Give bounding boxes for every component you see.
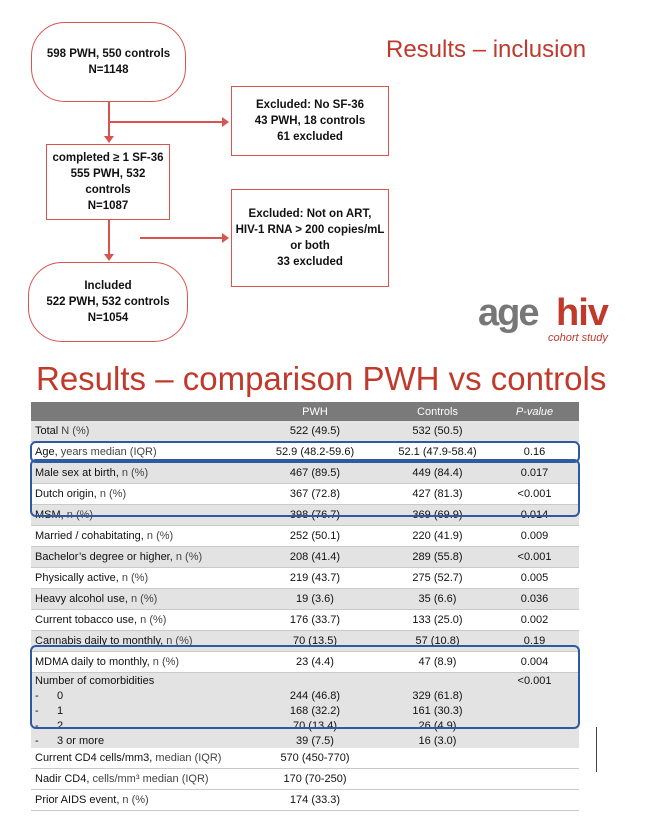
row-pwh: 70 (13.5)	[245, 631, 385, 652]
flow-start-line-1: 598 PWH, 550 controls	[46, 48, 171, 60]
row-pwh: 208 (41.4)	[245, 547, 385, 568]
flow-arrow-2	[104, 254, 114, 261]
flow-connector-2	[108, 220, 110, 256]
flow-completed-line-3: controls	[85, 184, 131, 196]
comorbidity-pwh: 168 (32.2)	[245, 703, 385, 718]
table-row	[31, 589, 579, 610]
row-pvalue: <0.001	[490, 484, 579, 505]
row-pvalue: 0.004	[490, 652, 579, 673]
flow-completed-line-2: 555 PWH, 532	[70, 168, 146, 180]
header-label	[31, 402, 245, 421]
highlight-demographics	[30, 459, 580, 517]
row-label: Physically active, n (%)	[31, 568, 245, 589]
row-pwh: 467 (89.5)	[245, 463, 385, 484]
table-row	[31, 526, 579, 547]
comorbidity-pwh: 70 (13.4)	[245, 718, 385, 733]
table-row	[31, 748, 579, 769]
flow-exclusion-1-box	[231, 86, 389, 156]
row-pwh: 170 (70-250)	[245, 769, 385, 790]
row-pwh: 219 (43.7)	[245, 568, 385, 589]
logo-hiv-text: hiv	[556, 292, 608, 334]
row-label: MSM, n (%)	[31, 505, 245, 526]
flow-exclusion-2-line-4: 33 excluded	[277, 256, 343, 268]
header-pwh: PWH	[245, 402, 385, 421]
row-controls: 35 (6.6)	[385, 589, 490, 610]
comorbidity-label: - 0	[31, 688, 245, 703]
flow-included-box	[28, 262, 188, 342]
comorbidities-pvalue: <0.001	[490, 673, 579, 689]
row-label: Dutch origin, n (%)	[31, 484, 245, 505]
flow-completed-line-4: N=1087	[87, 200, 129, 212]
flow-exclusion-1-line-2: 43 PWH, 18 controls	[254, 115, 366, 127]
flow-exclusion-2-box	[231, 189, 389, 287]
inclusion-title: Results – inclusion	[386, 36, 587, 63]
flow-included-line-2: 522 PWH, 532 controls	[46, 296, 170, 308]
row-pwh: 252 (50.1)	[245, 526, 385, 547]
row-label: Bachelor’s degree or higher, n (%)	[31, 547, 245, 568]
row-controls: 133 (25.0)	[385, 610, 490, 631]
row-pwh: 23 (4.4)	[245, 652, 385, 673]
row-controls: 275 (52.7)	[385, 568, 490, 589]
row-controls: 532 (50.5)	[385, 421, 490, 442]
row-pvalue: 0.002	[490, 610, 579, 631]
flow-branch-1	[108, 121, 226, 123]
row-controls: 289 (55.8)	[385, 547, 490, 568]
flow-exclusion-1-line-1: Excluded: No SF-36	[256, 99, 364, 111]
row-label: Married / cohabitating, n (%)	[31, 526, 245, 547]
row-controls: 449 (84.4)	[385, 463, 490, 484]
row-label: Current tobacco use, n (%)	[31, 610, 245, 631]
row-pvalue: 0.009	[490, 526, 579, 547]
row-pwh: 19 (3.6)	[245, 589, 385, 610]
comorbidity-controls: 329 (61.8)	[385, 688, 490, 703]
row-controls: 220 (41.9)	[385, 526, 490, 547]
comorbidity-controls: 161 (30.3)	[385, 703, 490, 718]
row-label: Prior AIDS event, n (%)	[31, 790, 245, 811]
comorbidity-label: - 1	[31, 703, 245, 718]
row-label: Male sex at birth, n (%)	[31, 463, 245, 484]
row-pvalue: 0.017	[490, 463, 579, 484]
highlight-comorbidities	[30, 645, 580, 729]
row-pwh: 522 (49.5)	[245, 421, 385, 442]
row-pvalue	[490, 421, 579, 442]
flow-exclusion-2-line-1: Excluded: Not on ART,	[248, 208, 372, 220]
comorbidity-controls: 16 (3.0)	[385, 733, 490, 748]
flow-branch-2	[140, 237, 226, 239]
flow-included-line-1: Included	[84, 280, 132, 292]
flow-branch-arrow-1	[222, 117, 229, 127]
comorbidity-pwh: 244 (46.8)	[245, 688, 385, 703]
row-label: Total N (%)	[31, 421, 245, 442]
row-controls: 57 (10.8)	[385, 631, 490, 652]
flow-included-line-3: N=1054	[87, 312, 129, 324]
table-row	[31, 547, 579, 568]
header-controls: Controls	[385, 402, 490, 421]
row-controls: 52.1 (47.9-58.4)	[385, 442, 490, 463]
row-label: MDMA daily to monthly, n (%)	[31, 652, 245, 673]
flow-branch-arrow-2	[222, 233, 229, 243]
row-pwh: 52.9 (48.2-59.6)	[245, 442, 385, 463]
row-pwh: 367 (72.8)	[245, 484, 385, 505]
row-label: Current CD4 cells/mm3, median (IQR)	[31, 748, 245, 769]
row-pvalue: 0.014	[490, 505, 579, 526]
flow-completed-box	[46, 144, 170, 220]
flow-arrow-1	[104, 136, 114, 143]
comorbidity-controls: 26 (4.9)	[385, 718, 490, 733]
row-pvalue: 0.005	[490, 568, 579, 589]
comorbidities-label: Number of comorbidities	[31, 673, 245, 689]
table-header-row	[31, 402, 579, 421]
flow-exclusion-2-line-2: HIV-1 RNA > 200 copies/mL	[235, 224, 385, 236]
row-controls: 369 (69.9)	[385, 505, 490, 526]
table-row	[31, 568, 579, 589]
comorbidity-label: - 3 or more	[31, 733, 245, 748]
row-pvalue: 0.19	[490, 631, 579, 652]
flow-connector-1	[108, 102, 110, 138]
row-label: Cannabis daily to monthly, n (%)	[31, 631, 245, 652]
table-row	[31, 769, 579, 790]
flow-exclusion-2-line-3: or both	[290, 240, 330, 252]
table-row	[31, 790, 579, 811]
comorbidity-pwh: 39 (7.5)	[245, 733, 385, 748]
row-pwh: 570 (450-770)	[245, 748, 385, 769]
logo-age-text: age	[478, 292, 538, 334]
row-label: Age, years median (IQR)	[31, 442, 245, 463]
flow-completed-line-1: completed ≥ 1 SF-36	[52, 152, 164, 164]
divider-line	[596, 727, 597, 772]
table-row	[31, 421, 579, 442]
table-row	[31, 610, 579, 631]
comorbidity-row	[31, 733, 579, 748]
row-pwh: 176 (33.7)	[245, 610, 385, 631]
row-controls: 427 (81.3)	[385, 484, 490, 505]
comorbidity-label: - 2	[31, 718, 245, 733]
agehiv-logo	[478, 290, 618, 350]
row-label: Heavy alcohol use, n (%)	[31, 589, 245, 610]
logo-subtitle: cohort study	[548, 332, 608, 344]
row-pvalue: <0.001	[490, 547, 579, 568]
comparison-title: Results – comparison PWH vs controls	[36, 360, 607, 397]
row-pwh: 174 (33.3)	[245, 790, 385, 811]
flow-exclusion-1-line-3: 61 excluded	[277, 131, 343, 143]
row-pvalue: 0.036	[490, 589, 579, 610]
flow-start-box	[31, 22, 186, 102]
flow-start-line-2: N=1148	[88, 64, 129, 76]
header-pvalue: P-value	[490, 402, 579, 421]
row-pvalue: 0.16	[490, 442, 579, 463]
row-controls: 47 (8.9)	[385, 652, 490, 673]
row-label: Nadir CD4, cells/mm³ median (IQR)	[31, 769, 245, 790]
row-pwh: 398 (76.7)	[245, 505, 385, 526]
